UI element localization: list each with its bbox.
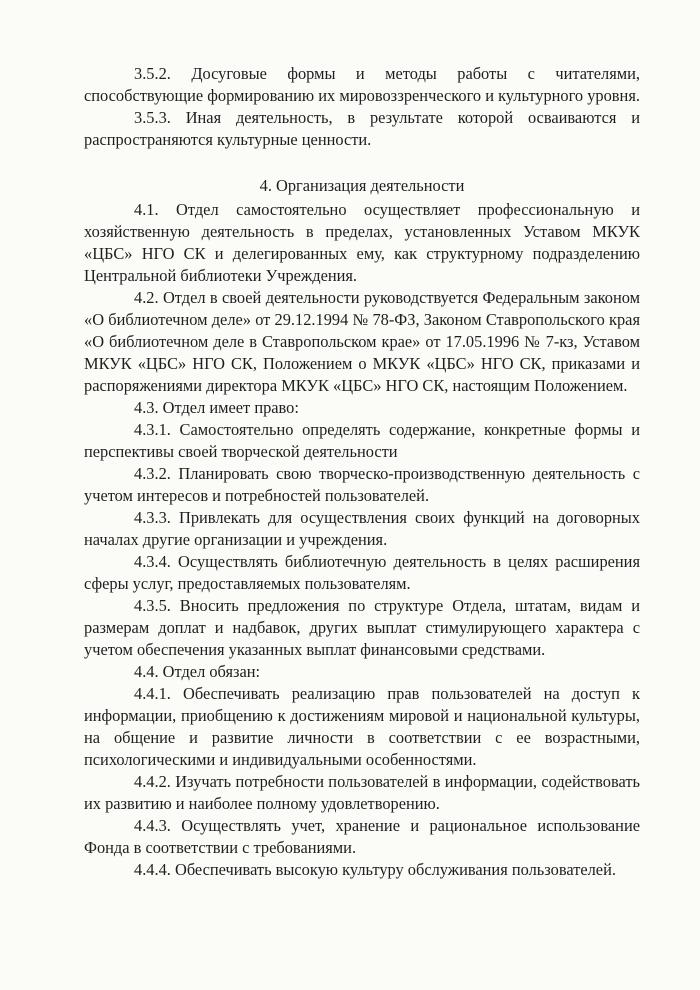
paragraph-3-5-2: 3.5.2. Досуговые формы и методы работы с читателями, способствующие формированию их мировоззренческого и культурного уровня. (84, 64, 640, 105)
paragraph-4-3: 4.3. Отдел имеет право: (134, 398, 299, 417)
paragraph-4-4-3: 4.4.3. Осуществлять учет, хранение и рациональное использование Фонда в соответствии с требованиями. (84, 816, 640, 857)
paragraph-4-4-1: 4.4.1. Обеспечивать реализацию прав пользователей на доступ к информации, приобщению к достижениям мировой и национальной культуры, на общение и развитие личности в соответствии с ее возрастными, психологическими и индивидуальными особенностями. (84, 684, 640, 769)
paragraph-4-4: 4.4. Отдел обязан: (134, 662, 261, 681)
paragraph-4-4-4: 4.4.4. Обеспечивать высокую культуру обслуживания пользователей. (134, 860, 616, 879)
paragraph-4-3-4: 4.3.4. Осуществлять библиотечную деятельность в целях расширения сферы услуг, предоставляемых пользователям. (84, 552, 640, 593)
paragraph-4-3-3: 4.3.3. Привлекать для осуществления своих функций на договорных началах другие организации и учреждения. (84, 508, 640, 549)
paragraph-4-3-1: 4.3.1. Самостоятельно определять содержание, конкретные формы и перспективы своей творческой деятельности (84, 420, 640, 461)
section-heading: 4. Организация деятельности (259, 176, 465, 195)
paragraph-4-1: 4.1. Отдел самостоятельно осуществляет профессиональную и хозяйственную деятельность в пределах, установленных Уставом МКУК «ЦБС» НГО СК и делегированных ему, как структурному подразделению Центральной библиотеки Учреждения. (84, 200, 640, 285)
paragraph-4-3-2: 4.3.2. Планировать свою творческо-производственную деятельность с учетом интересов и потребностей пользователей. (84, 464, 640, 505)
paragraph-4-3-5: 4.3.5. Вносить предложения по структуре Отдела, штатам, видам и размерам доплат и надбавок, других выплат стимулирующего характера с учетом обеспечения указанных выплат финансовыми средствами. (84, 596, 640, 659)
paragraph-4-4-2: 4.4.2. Изучать потребности пользователей в информации, содействовать их развитию и наиболее полному удовлетворению. (84, 772, 640, 813)
document-body (84, 63, 640, 881)
paragraph-3-5-3: 3.5.3. Иная деятельность, в результате которой осваиваются и распространяются культурные ценности. (84, 108, 640, 149)
section-gap (84, 151, 640, 167)
paragraph-4-2: 4.2. Отдел в своей деятельности руководствуется Федеральным законом «О библиотечном деле» от 29.12.1994 № 78-ФЗ, Законом Ставропольского края «О библиотечном деле в Ставропольском крае» от 17.05.1996 № 7-кз, Уставом МКУК «ЦБС» НГО СК, Положением о МКУК «ЦБС» НГО СК, приказами и распоряжениями директора МКУК «ЦБС» НГО СК, настоящим Положением. (84, 288, 640, 395)
